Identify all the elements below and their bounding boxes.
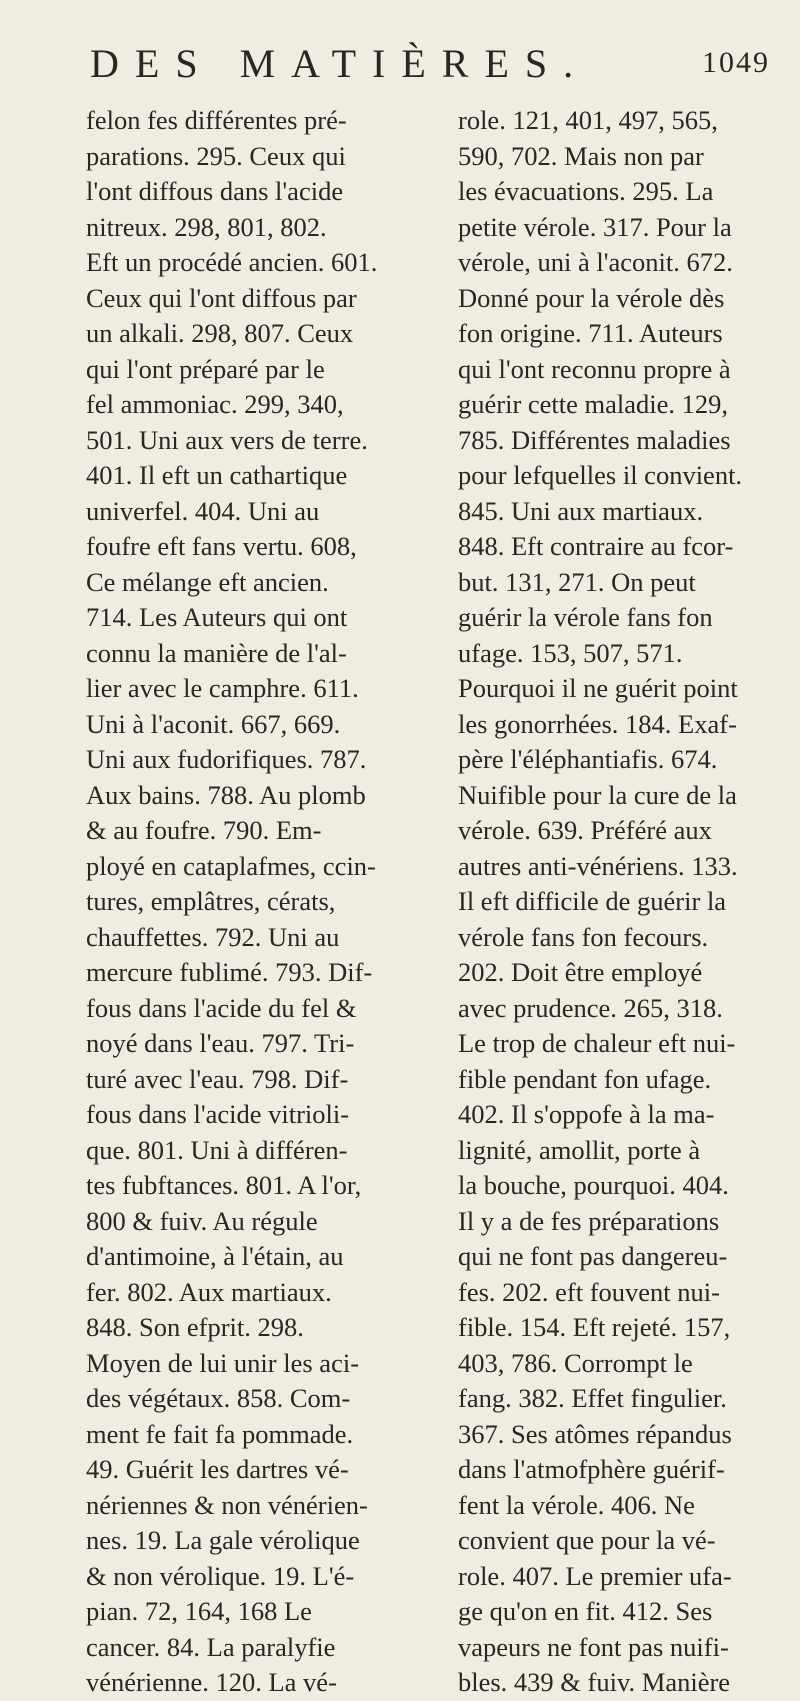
text-line: petite vérole. 317. Pour la <box>458 211 732 242</box>
text-line: fel ammoniac. 299, 340, <box>86 389 344 419</box>
text-line: père l'éléphantiafis. 674. <box>458 744 718 774</box>
text-line: tures, emplâtres, cérats, <box>86 886 336 916</box>
text-line: fent la vérole. 406. Ne <box>458 1489 695 1520</box>
text-line: fang. 382. Effet fingulier. <box>458 1383 727 1413</box>
text-line: nériennes & non vénérien- <box>86 1489 368 1520</box>
text-line: connu la manière de l'al- <box>86 637 347 668</box>
text-line: Nuifible pour la cure de la <box>458 779 737 810</box>
text-line: que. 801. Uni à différen- <box>86 1134 348 1165</box>
text-line: 367. Ses atômes répandus <box>458 1418 732 1449</box>
page-number: 1049 <box>702 46 770 79</box>
text-line: 590, 702. Mais non par <box>458 140 704 171</box>
text-line: 848. Son efprit. 298. <box>86 1312 304 1342</box>
text-line: l'ont diffous dans l'acide <box>86 176 344 206</box>
text-line: chauffettes. 792. Uni au <box>86 921 340 952</box>
text-line: Eft un procédé ancien. 601. <box>86 247 378 277</box>
text-line: Uni à l'aconit. 667, 669. <box>86 708 341 739</box>
text-line: univerfel. 404. Uni au <box>86 495 320 526</box>
text-line: fes. 202. eft fouvent nui- <box>458 1276 720 1307</box>
text-line: Ceux qui l'ont diffous par <box>86 282 357 313</box>
text-line: vérole, uni à l'aconit. 672. <box>458 247 733 277</box>
text-line: bles. 439 & fuiv. Manière <box>458 1667 731 1697</box>
text-line: vapeurs ne font pas nuifi- <box>458 1631 729 1662</box>
running-head: DES MATIÈRES. <box>90 41 590 86</box>
text-line: fible pendant fon ufage. <box>458 1063 712 1094</box>
right-column <box>458 103 758 1701</box>
text-line: les évacuations. 295. La <box>458 176 714 206</box>
text-line: nitreux. 298, 801, 802. <box>86 211 327 242</box>
text-line: 845. Uni aux martiaux. <box>458 495 704 526</box>
text-line: noyé dans l'eau. 797. Tri- <box>86 1028 355 1058</box>
text-line: 714. Les Auteurs qui ont <box>86 602 348 632</box>
text-line: avec prudence. 265, 318. <box>458 992 723 1023</box>
text-line: lignité, amollit, porte à <box>458 1134 701 1165</box>
text-line: role. 407. Le premier ufa- <box>458 1560 732 1591</box>
text-line: ge qu'on en fit. 412. Ses <box>458 1596 713 1626</box>
text-line: 403, 786. Corrompt le <box>458 1347 693 1378</box>
text-line: Il y a de fes préparations <box>458 1205 720 1236</box>
text-line: turé avec l'eau. 798. Dif- <box>86 1063 349 1094</box>
text-line: fer. 802. Aux martiaux. <box>86 1276 332 1307</box>
text-line: vénérienne. 120. La vé- <box>86 1667 337 1697</box>
text-line: autres anti-vénériens. 133. <box>458 850 738 881</box>
text-line: qui l'ont préparé par le <box>86 353 325 384</box>
text-line: Donné pour la vérole dès <box>458 282 725 313</box>
text-line: foufre eft fans vertu. 608, <box>86 531 357 561</box>
text-line: felon fes différentes pré- <box>86 105 347 135</box>
text-line: un alkali. 298, 807. Ceux <box>86 318 354 348</box>
text-line: pian. 72, 164, 168 Le <box>86 1596 312 1626</box>
text-line: 401. Il eft un cathartique <box>86 460 348 490</box>
text-line: ment fe fait fa pommade. <box>86 1418 354 1449</box>
text-line: role. 121, 401, 497, 565, <box>458 105 718 135</box>
text-line: convient que pour la vé- <box>458 1525 716 1555</box>
text-line: qui l'ont reconnu propre à <box>458 353 731 384</box>
text-line: guérir cette maladie. 129, <box>458 389 729 419</box>
text-line: d'antimoine, à l'étain, au <box>86 1241 344 1271</box>
left-column <box>86 103 408 1701</box>
text-line: Uni aux fudorifiques. 787. <box>86 744 367 774</box>
text-line: qui ne font pas dangereu- <box>458 1241 728 1271</box>
text-line: guérir la vérole fans fon <box>458 602 713 632</box>
text-line: & non vérolique. 19. L'é- <box>86 1560 355 1591</box>
text-line: Il eft difficile de guérir la <box>458 886 727 916</box>
text-line: & au foufre. 790. Em- <box>86 815 322 845</box>
text-line: 501. Uni aux vers de terre. <box>86 424 368 455</box>
text-line: parations. 295. Ceux qui <box>86 140 346 171</box>
text-line: 202. Doit être employé <box>458 957 703 987</box>
text-line: 402. Il s'oppofe à la ma- <box>458 1099 715 1129</box>
text-line: pour lefquelles il convient. <box>458 460 743 490</box>
text-line: vérole. 639. Préféré aux <box>458 815 712 845</box>
text-line: vérole fans fon fecours. <box>458 921 709 952</box>
text-line: Ce mélange eft ancien. <box>86 566 329 597</box>
text-line: fon origine. 711. Auteurs <box>458 318 723 348</box>
text-line: lier avec le camphre. 611. <box>86 673 359 703</box>
text-line: nes. 19. La gale vérolique <box>86 1525 360 1555</box>
text-line: Pourquoi il ne guérit point <box>458 673 738 703</box>
text-line: fous dans l'acide vitrioli- <box>86 1099 350 1129</box>
text-line: tes fubftances. 801. A l'or, <box>86 1170 362 1200</box>
text-line: but. 131, 271. On peut <box>458 566 696 597</box>
text-line: Moyen de lui unir les aci- <box>86 1347 360 1378</box>
text-line: les gonorrhées. 184. Exaf- <box>458 708 737 739</box>
text-line: des végétaux. 858. Com- <box>86 1383 351 1413</box>
page-header <box>90 40 770 100</box>
text-line: Le trop de chaleur eft nui- <box>458 1028 736 1058</box>
text-line: 848. Eft contraire au fcor- <box>458 531 734 561</box>
text-line: 800 & fuiv. Au régule <box>86 1205 318 1236</box>
text-line: fous dans l'acide du fel & <box>86 992 357 1023</box>
text-line: dans l'atmofphère guérif- <box>458 1454 725 1484</box>
text-line: mercure fublimé. 793. Dif- <box>86 957 373 987</box>
text-line: la bouche, pourquoi. 404. <box>458 1170 729 1200</box>
text-line: fible. 154. Eft rejeté. 157, <box>458 1312 731 1342</box>
text-line: Aux bains. 788. Au plomb <box>86 779 366 810</box>
text-line: ufage. 153, 507, 571. <box>458 637 683 668</box>
text-line: cancer. 84. La paralyfie <box>86 1631 336 1662</box>
text-line: 49. Guérit les dartres vé- <box>86 1454 349 1484</box>
text-line: 785. Différentes maladies <box>458 424 731 455</box>
text-line: ployé en cataplafmes, ccin- <box>86 850 376 881</box>
